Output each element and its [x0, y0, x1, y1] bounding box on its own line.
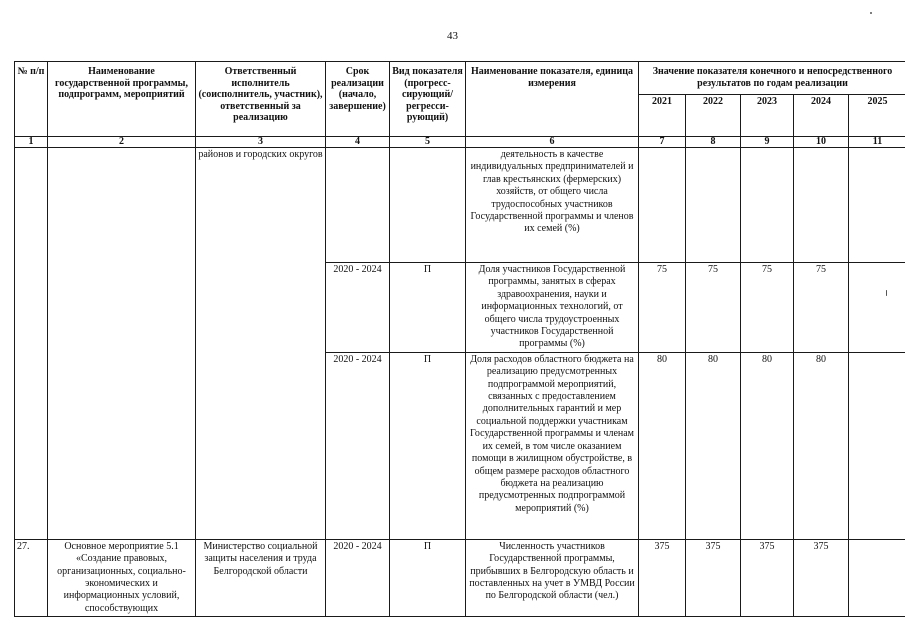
indicator-type-cell	[390, 148, 466, 263]
executor-cell: районов и городских округов	[196, 148, 326, 540]
indicator-name-cell: Доля участников Государственной программы, занятых в сферах здравоохранения, науки и информационных технологий, от общего числа трудоустроенных участников Государственной программы (%)	[466, 263, 639, 353]
column-number: 11	[849, 137, 905, 148]
indicator-type-cell: П	[390, 352, 466, 539]
page-number: 43	[447, 30, 458, 42]
indicator-name-cell: Доля расходов областного бюджета на реализацию предусмотренных подпрограммой мероприятий, связанных с предоставлением дополнительных гарантий и мер социальной поддержки участникам Государственной программы и членам их семей, в том числе оказанием помощи в жилищном обустройстве, в общем размере расходов областного бюджета на реализацию предусмотренных подпрограммой мероприятий (%)	[466, 352, 639, 539]
header-year: 2023	[741, 95, 794, 137]
value-cell: 375	[794, 539, 849, 616]
header-period: Срок реализации (начало, завершение)	[326, 62, 390, 137]
value-cell: 75	[686, 263, 741, 353]
column-number: 5	[390, 137, 466, 148]
program-name-cell: Основное мероприятие 5.1 «Создание правовых, организационных, социально-экономических и информационных условий, способствующих	[48, 539, 196, 616]
value-cell	[686, 148, 741, 263]
header-indicator-name: Наименование показателя, единица измерения	[466, 62, 639, 137]
column-number: 9	[741, 137, 794, 148]
column-number: 7	[639, 137, 686, 148]
executor-cell: Министерство социальной защиты населения и труда Белгородской области	[196, 539, 326, 616]
period-cell: 2020 - 2024	[326, 539, 390, 616]
column-number: 6	[466, 137, 639, 148]
column-number: 3	[196, 137, 326, 148]
header-year: 2022	[686, 95, 741, 137]
scan-speck	[886, 290, 887, 296]
row-number-cell	[15, 148, 48, 540]
value-cell: 375	[686, 539, 741, 616]
table-row	[15, 539, 905, 616]
header-year: 2021	[639, 95, 686, 137]
indicator-type-cell: П	[390, 539, 466, 616]
indicator-type-cell: П	[390, 263, 466, 353]
column-number: 8	[686, 137, 741, 148]
header-executor: Ответственный исполнитель (соисполнитель, участник), ответственный за реализацию	[196, 62, 326, 137]
header-year: 2025	[849, 95, 905, 137]
value-cell	[794, 148, 849, 263]
header-number: № п/п	[15, 62, 48, 137]
value-cell: 80	[639, 352, 686, 539]
value-cell: 80	[794, 352, 849, 539]
value-cell	[849, 352, 905, 539]
period-cell: 2020 - 2024	[326, 352, 390, 539]
table-row	[15, 148, 905, 263]
indicator-name-cell: деятельность в качестве индивидуальных предпринимателей и глав крестьянских (фермерских) хозяйств, от общего числа трудоспособных участников Государственной программы и членов их семей (%)	[466, 148, 639, 263]
value-cell: 75	[639, 263, 686, 353]
header-values-group: Значение показателя конечного и непосредственного результатов по годам реализации	[639, 62, 905, 95]
value-cell: 75	[741, 263, 794, 353]
column-number: 1	[15, 137, 48, 148]
value-cell	[741, 148, 794, 263]
scan-speck	[870, 12, 872, 14]
period-cell: 2020 - 2024	[326, 263, 390, 353]
value-cell	[849, 263, 905, 353]
value-cell: 80	[686, 352, 741, 539]
program-name-cell	[48, 148, 196, 540]
value-cell: 80	[741, 352, 794, 539]
column-number: 4	[326, 137, 390, 148]
period-cell	[326, 148, 390, 263]
header-program-name: Наименование государственной программы, подпрограмм, мероприятий	[48, 62, 196, 137]
value-cell: 375	[741, 539, 794, 616]
indicator-name-cell: Численность участников Государственной программы, прибывших в Белгородскую область и поставленных на учет в УМВД России по Белгородской области (чел.)	[466, 539, 639, 616]
value-cell	[639, 148, 686, 263]
value-cell	[849, 539, 905, 616]
column-number: 2	[48, 137, 196, 148]
value-cell	[849, 148, 905, 263]
header-indicator-type: Вид показателя (прогресс-сирующий/ регресси-рующий)	[390, 62, 466, 137]
value-cell: 75	[794, 263, 849, 353]
row-number-cell: 27.	[15, 539, 48, 616]
header-year: 2024	[794, 95, 849, 137]
value-cell: 375	[639, 539, 686, 616]
column-number: 10	[794, 137, 849, 148]
indicators-table	[14, 61, 905, 617]
